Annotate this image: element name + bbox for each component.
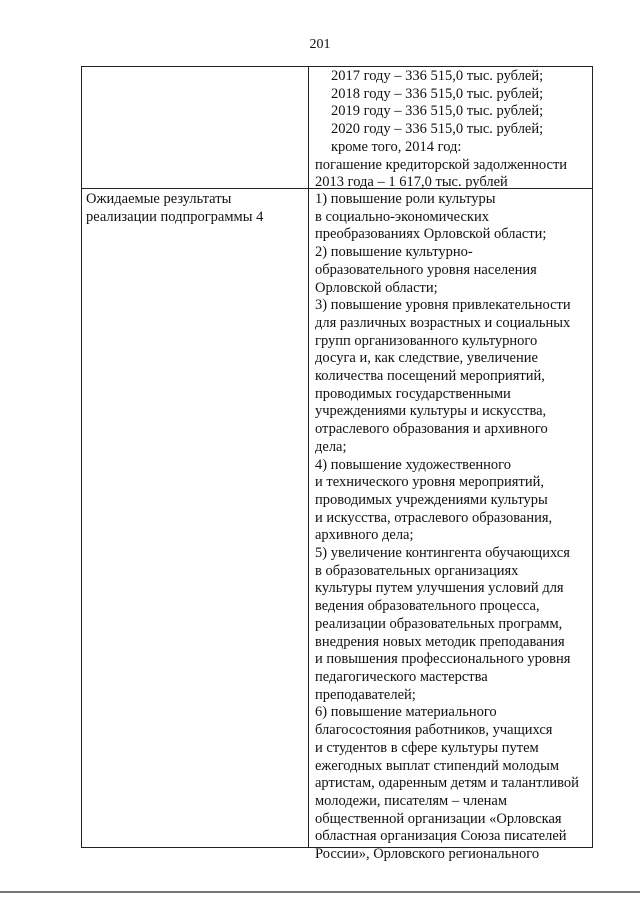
funding-line: кроме того, 2014 год: — [331, 138, 462, 155]
results-line: ведения образовательного процесса, — [315, 598, 540, 615]
results-line: проводимых государственными — [315, 385, 511, 402]
results-line: ежегодных выплат стипендий молодым — [315, 757, 560, 774]
results-line: в социально-экономических — [315, 208, 489, 225]
funding-line: 2018 году – 336 515,0 тыс. рублей; — [331, 85, 544, 102]
results-line: и технического уровня мероприятий, — [315, 474, 544, 491]
page-number: 201 — [309, 37, 331, 52]
results-label-line: реализации подпрограммы 4 — [86, 208, 264, 225]
results-line: областная организация Союза писателей — [315, 828, 567, 845]
column-divider — [308, 67, 309, 847]
results-line: преобразованиях Орловской области; — [315, 226, 547, 243]
results-line: общественной организации «Орловская — [315, 810, 562, 827]
results-line: благосостояния работников, учащихся — [315, 722, 553, 739]
results-line: и повышения профессионального уровня — [315, 651, 571, 668]
results-line: преподавателей; — [315, 686, 416, 703]
results-line: досуга и, как следствие, увеличение — [315, 350, 538, 367]
results-line: культуры путем улучшения условий для — [315, 580, 564, 597]
results-label-cell — [86, 191, 306, 226]
results-cell — [315, 191, 592, 864]
results-line: и искусства, отраслевого образования, — [315, 509, 553, 526]
program-table — [81, 66, 593, 863]
funding-line: погашение кредиторской задолженности — [315, 156, 568, 173]
results-line: дела; — [315, 438, 347, 455]
results-line: 5) увеличение контингента обучающихся — [315, 545, 570, 562]
results-line: 1) повышение роли культуры — [315, 191, 496, 207]
results-line: учреждениями культуры и искусства, — [315, 403, 547, 420]
results-line: реализации образовательных программ, — [315, 615, 563, 632]
funding-line: 2019 году – 336 515,0 тыс. рублей; — [331, 103, 544, 120]
results-line: 3) повышение уровня привлекательности — [315, 297, 571, 314]
results-label-line: Ожидаемые результаты — [86, 191, 232, 207]
scan-bottom-edge — [0, 891, 640, 893]
results-line: групп организованного культурного — [315, 332, 538, 349]
results-line: количества посещений мероприятий, — [315, 368, 545, 385]
funding-line: 2020 году – 336 515,0 тыс. рублей; — [331, 121, 544, 138]
funding-line: 2017 году – 336 515,0 тыс. рублей; — [331, 68, 544, 84]
results-line: Орловской области; — [315, 279, 438, 296]
funding-line: 2013 года – 1 617,0 тыс. рублей — [315, 174, 508, 191]
results-line: образовательного уровня населения — [315, 261, 537, 278]
results-line: и студентов в сфере культуры путем — [315, 739, 539, 756]
results-line: архивного дела; — [315, 527, 414, 544]
results-line: педагогического мастерства — [315, 668, 488, 685]
results-line: 2) повышение культурно- — [315, 244, 473, 261]
results-line: отраслевого образования и архивного — [315, 421, 548, 438]
results-line: для различных возрастных и социальных — [315, 314, 571, 331]
results-line: 4) повышение художественного — [315, 456, 511, 473]
results-line: России», Орловского регионального — [315, 846, 540, 863]
results-line: внедрения новых методик преподавания — [315, 633, 565, 650]
funding-cell — [315, 68, 590, 192]
results-line: 6) повышение материального — [315, 704, 497, 721]
results-line: проводимых учреждениями культуры — [315, 491, 548, 508]
results-line: артистам, одаренным детям и талантливой — [315, 775, 579, 792]
results-line: молодежи, писателям – членам — [315, 792, 508, 809]
results-line: в образовательных организациях — [315, 562, 519, 579]
